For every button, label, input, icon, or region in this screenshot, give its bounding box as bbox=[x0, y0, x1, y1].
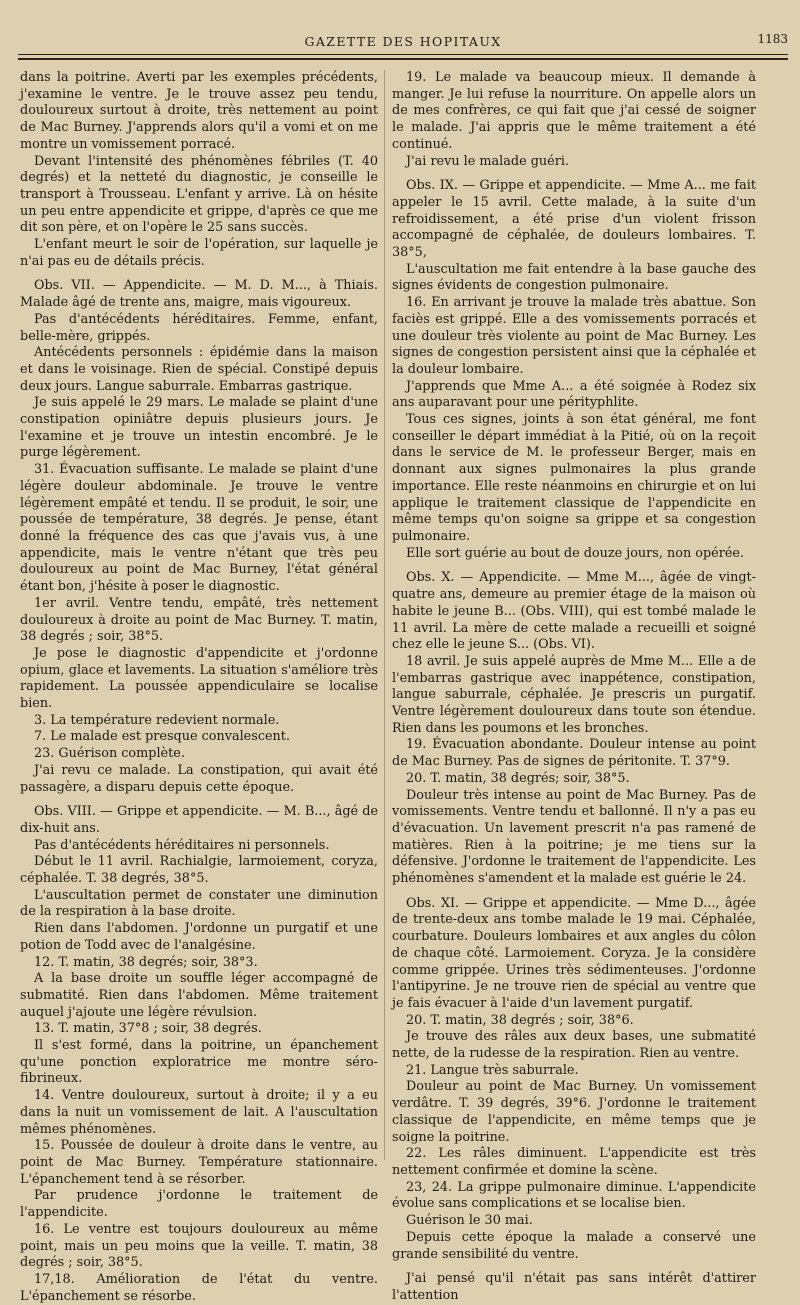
header-rule bbox=[18, 54, 788, 55]
paragraph: 18 avril. Je suis appelé auprès de Mme M... Elle a de l'embarras gastrique avec inappétence, constipation, langue saburrale, céphalée. Je prescris un purgatif. Ventre légèrement douloureux dans toute son étendue. Rien dans les poumons et les bronches. bbox=[392, 653, 756, 736]
paragraph: L'enfant meurt le soir de l'opération, sur laquelle je n'ai pas eu de détails précis. bbox=[20, 237, 378, 269]
paragraph: Pas d'antécédents héréditaires. Femme, enfant, belle-mère, grippés. bbox=[20, 311, 378, 344]
paragraph: 12. T. matin, 38 degrés; soir, 38°3. bbox=[34, 954, 258, 970]
observation-heading-paragraph: Obs. VIII. — Grippe et appendicite. — M. B..., âgé de dix-huit ans. bbox=[20, 804, 378, 836]
right-column bbox=[392, 70, 756, 1303]
paragraph: Devant l'intensité des phénomènes fébriles (T. 40 degrés) et la netteté du diagnostic, je conseille le transport à Trousseau. L'enfant y arrive. Là on hésite un peu entre appendicite et grippe, d'après ce que me dit son père, et on l'opère le 25 sans succès. bbox=[20, 153, 378, 236]
paragraph: 19. Évacuation abondante. Douleur intense au point de Mac Burney. Pas de signes de péritonite. T. 37°9. bbox=[392, 737, 756, 770]
paragraph: 16. Le ventre est toujours douloureux au même point, mais un peu moins que la veille. T. matin, 38 degrés ; soir, 38°5. bbox=[20, 1221, 378, 1271]
paragraph: Pas d'antécédents héréditaires ni personnels. bbox=[34, 837, 330, 853]
paragraph: Par prudence j'ordonne le traitement de l'appendicite. bbox=[20, 1188, 378, 1221]
paragraph: 17,18. Amélioration de l'état du ventre. L'épanchement se résorbe. bbox=[20, 1271, 378, 1304]
paragraph: 16. En arrivant je trouve la malade très abattue. Son faciès est grippé. Elle a des vomissements porracés et une douleur très violente au point de Mac Burney. Les signes de congestion persistent ainsi que la céphalée et la douleur lombaire. bbox=[392, 295, 756, 377]
paragraph: 22. Les râles diminuent. L'appendicite est très nettement confirmée et domine la scène. bbox=[392, 1146, 756, 1178]
paragraph: 19. Le malade va beaucoup mieux. Il demande à manger. Je lui refuse la nourriture. On appelle alors un de mes confrères, ce qui fait que j'ai cessé de soigner le malade. J'ai appris que le même traitement a été continué. bbox=[392, 70, 756, 152]
journal-title: GAZETTE DES HOPITAUX bbox=[304, 34, 502, 49]
paragraph: Antécédents personnels : épidémie dans la maison et dans le voisinage. Rien de spécial. Constipé depuis deux jours. Langue saburrale. Embarras gastrique. bbox=[20, 345, 378, 394]
paragraph: 21. Langue très saburrale. bbox=[406, 1062, 579, 1078]
column-divider bbox=[384, 70, 385, 1160]
paragraph: Début le 11 avril. Rachialgie, larmoiement, coryza, céphalée. T. 38 degrés, 38°5. bbox=[20, 854, 378, 887]
paragraph: A la base droite un souffle léger accompagné de submatité. Rien dans l'abdomen. Même traitement auquel j'ajoute une légère révulsion. bbox=[20, 971, 378, 1020]
paragraph: 15. Poussée de douleur à droite dans le ventre, au point de Mac Burney. Température stationnaire. L'épanchement tend à se résorber. bbox=[20, 1138, 378, 1187]
observation-heading-paragraph: Obs. VII. — Appendicite. — M. D. M..., à Thiais. Malade âgé de trente ans, maigre, mais vigoureux. bbox=[20, 278, 378, 311]
observation-heading-paragraph: Obs. IX. — Grippe et appendicite. — Mme A... me fait appeler le 15 avril. Cette malade, à la suite d'un refroidissement, a été prise d'un violent frisson accompagné de céphalée, de douleurs lombaires. T. 38°5, bbox=[392, 178, 756, 261]
paragraph: Douleur au point de Mac Burney. Un vomissement verdâtre. T. 39 degrés, 39°6. J'ordonne le traitement classique de l'appendicite, en même temps que je soigne la poitrine. bbox=[392, 1079, 756, 1145]
paragraph: Il s'est formé, dans la poitrine, un épanchement qu'une ponction exploratrice me montre séro-fibrineux. bbox=[20, 1038, 378, 1087]
paragraph: Depuis cette époque la malade a conservé une grande sensibilité du ventre. bbox=[392, 1229, 756, 1262]
left-column bbox=[20, 70, 378, 1304]
paragraph: 23. Guérison complète. bbox=[34, 746, 185, 762]
paragraph: dans la poitrine. Averti par les exemples précédents, j'examine le ventre. Je le trouve assez peu tendu, douloureux surtout à droite, très nettement au point de Mac Burney. J'apprends alors qu'il a vomi et on me montre un vomissement porracé. bbox=[20, 70, 378, 152]
paragraph: L'auscultation permet de constater une diminution de la respiration à la base droite. bbox=[20, 887, 378, 920]
paragraph: J'ai revu le malade guéri. bbox=[406, 153, 570, 169]
observation-heading-paragraph: J'ai pensé qu'il n'était pas sans intérêt d'attirer l'attention bbox=[392, 1271, 756, 1303]
observation-heading-paragraph: Obs. X. — Appendicite. — Mme M..., âgée de vingt-quatre ans, demeure au premier étage de la maison où habite le jeune B... (Obs. VIII), qui est tombé malade le 11 avril. La mère de cette malade a recueilli et soigné chez elle le jeune S... (Obs. VI). bbox=[392, 570, 756, 653]
paragraph: Tous ces signes, joints à son état général, me font conseiller le départ immédiat à la Pitié, où on la reçoit dans le service de M. le professeur Berger, mais en donnant aux signes pulmonaires la plus grande importance. Elle reste néanmoins en chirurgie et on lui applique le traitement classique de l'appendicite en même temps qu'on soigne sa grippe et sa congestion pulmonaire. bbox=[392, 412, 756, 544]
header-rule-thick bbox=[18, 58, 788, 60]
paragraph: 3. La température redevient normale. bbox=[34, 712, 280, 728]
page-header bbox=[18, 30, 788, 66]
paragraph: J'apprends que Mme A... a été soignée à Rodez six ans auparavant pour une pérityphlite. bbox=[392, 378, 756, 411]
paragraph: 1er avril. Ventre tendu, empâté, très nettement douloureux à droite au point de Mac Burney. T. matin, 38 degrés ; soir, 38°5. bbox=[20, 595, 378, 645]
paragraph: Je pose le diagnostic d'appendicite et j'ordonne opium, glace et lavements. La situation s'améliore très rapidement. La poussée appendiculaire se localise bien. bbox=[20, 645, 378, 712]
paragraph: Rien dans l'abdomen. J'ordonne un purgatif et une potion de Todd avec de l'analgésine. bbox=[20, 921, 378, 953]
paragraph: 31. Évacuation suffisante. Le malade se plaint d'une légère douleur abdominale. Je trouve le ventre légèrement empâté et tendu. Il se produit, le soir, une poussée de température, 38 degrés. Je pense, étant donné la fréquence des cas que j'avais vus, à une appendicite, mais le ventre n'étant que très peu douloureux au point de Mac Burney, l'état général étant bon, j'hésite à poser le diagnostic. bbox=[20, 462, 378, 595]
paragraph: 20. T. matin, 38 degrés; soir, 38°5. bbox=[406, 770, 630, 786]
paragraph: J'ai revu ce malade. La constipation, qui avait été passagère, a disparu depuis cette époque. bbox=[20, 762, 378, 795]
paragraph: Douleur très intense au point de Mac Burney. Pas de vomissements. Ventre tendu et ballonné. Il n'y a pas eu d'évacuation. Un lavement prescrit n'a pas ramené de matières. Rien à la poitrine; je me tiens sur la défensive. J'ordonne le traitement de l'appendicite. Les phénomènes s'amendent et la malade est guérie le 24. bbox=[392, 787, 756, 887]
paragraph: L'auscultation me fait entendre à la base gauche des signes évidents de congestion pulmonaire. bbox=[392, 261, 756, 294]
observation-heading-paragraph: Obs. XI. — Grippe et appendicite. — Mme D..., âgée de trente-deux ans tombe malade le 19 mai. Céphalée, courbature. Douleurs lombaires et aux angles du côlon de chaque côté. Larmoiement. Coryza. Je la considère comme grippée. Urines très sédimenteuses. J'ordonne l'antipyrine. Je ne trouve rien de spécial au ventre que je fais évacuer à l'aide d'un lavement purgatif. bbox=[392, 895, 756, 1011]
paragraph: 7. Le malade est presque convalescent. bbox=[34, 729, 291, 745]
paragraph: Je suis appelé le 29 mars. Le malade se plaint d'une constipation opiniâtre depuis plusieurs jours. Je l'examine et je trouve un intestin encombré. Je le purge légèrement. bbox=[20, 395, 378, 461]
paragraph: Guérison le 30 mai. bbox=[406, 1213, 533, 1229]
paragraph: Elle sort guérie au bout de douze jours, non opérée. bbox=[406, 545, 745, 561]
page-number: 1183 bbox=[757, 32, 788, 46]
paragraph: 13. T. matin, 37°8 ; soir, 38 degrés. bbox=[34, 1021, 262, 1037]
paragraph: 20. T. matin, 38 degrés ; soir, 38°6. bbox=[406, 1012, 634, 1028]
paragraph: 23, 24. La grippe pulmonaire diminue. L'appendicite évolue sans complications et se localise bien. bbox=[392, 1179, 756, 1212]
paragraph: 14. Ventre douloureux, surtout à droite; il y a eu dans la nuit un vomissement de lait. A l'auscultation mêmes phénomènes. bbox=[20, 1088, 378, 1137]
paragraph: Je trouve des râles aux deux bases, une submatité nette, de la rudesse de la respiration. Rien au ventre. bbox=[392, 1029, 756, 1062]
